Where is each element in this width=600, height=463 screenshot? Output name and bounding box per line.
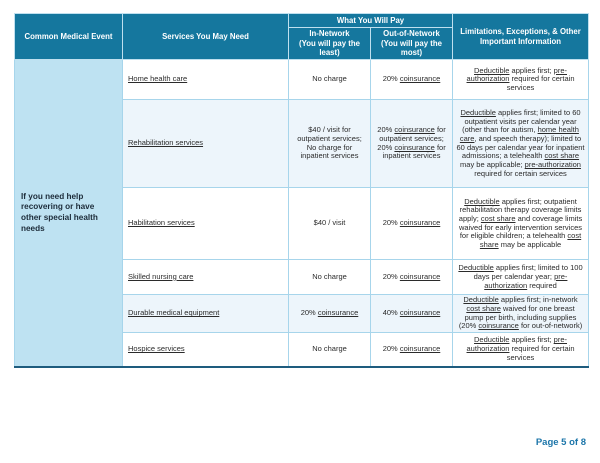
text-segment: may be applicable bbox=[498, 240, 562, 250]
service-cell bbox=[123, 100, 289, 188]
glossary-term-link[interactable]: pre-authorization bbox=[484, 271, 568, 290]
glossary-term-link[interactable]: Durable medical equipment bbox=[128, 308, 220, 318]
text-segment: $40 / visit bbox=[313, 218, 346, 228]
out-of-network-cell bbox=[371, 188, 453, 260]
glossary-term-link[interactable]: Hospice services bbox=[128, 344, 185, 354]
in-network-cell bbox=[289, 188, 371, 260]
glossary-term-link[interactable]: Deductible bbox=[458, 263, 494, 273]
text-segment: 40% bbox=[382, 308, 400, 318]
column-group-header-what-you-will-pay: What You Will Pay bbox=[289, 14, 453, 28]
medical-event-group-label: If you need help recovering or have other special health needs bbox=[15, 60, 123, 367]
glossary-term-link[interactable]: coinsurance bbox=[394, 142, 435, 152]
limitations-cell bbox=[453, 100, 589, 188]
column-header-in-network bbox=[289, 28, 371, 60]
limitations-cell bbox=[453, 188, 589, 260]
glossary-term-link[interactable]: coinsurance bbox=[399, 308, 441, 318]
limitations-cell bbox=[453, 260, 589, 295]
page-number: Page 5 of 8 bbox=[535, 437, 586, 448]
in-network-cell bbox=[289, 100, 371, 188]
glossary-term-link[interactable]: coinsurance bbox=[394, 125, 435, 135]
text-segment: applies first; limited to 100 days per calendar year; bbox=[473, 263, 583, 281]
text-segment: 20% bbox=[382, 271, 400, 281]
text-segment: No charge bbox=[312, 271, 347, 281]
glossary-term-link[interactable]: coinsurance bbox=[478, 321, 519, 331]
glossary-term-link[interactable]: pre-authorization bbox=[466, 335, 567, 354]
glossary-term-link[interactable]: coinsurance bbox=[399, 271, 441, 281]
text-segment: , and speech therapy); limited to 60 days per calendar year for inpatient admissions; a telehealth bbox=[456, 134, 585, 161]
benefits-table bbox=[14, 13, 589, 368]
text-segment: No charge bbox=[312, 344, 347, 354]
column-header-common-medical-event: Common Medical Event bbox=[15, 14, 123, 60]
glossary-term-link[interactable]: Habilitation services bbox=[128, 218, 195, 228]
service-cell bbox=[123, 188, 289, 260]
limitations-cell bbox=[453, 60, 589, 100]
text-segment: 20% bbox=[300, 308, 318, 318]
limitations-cell bbox=[453, 333, 589, 367]
glossary-term-link[interactable]: Deductible bbox=[474, 65, 510, 75]
text-segment: No charge bbox=[312, 74, 347, 84]
glossary-term-link[interactable]: coinsurance bbox=[399, 74, 441, 84]
glossary-term-link[interactable]: Rehabilitation services bbox=[128, 138, 204, 148]
text-segment: 20% bbox=[382, 74, 400, 84]
limitations-cell bbox=[453, 295, 589, 333]
out-of-network-cell bbox=[371, 260, 453, 295]
service-cell bbox=[123, 60, 289, 100]
out-of-network-subtitle: (You will pay the most) bbox=[381, 38, 442, 58]
glossary-term-link[interactable]: Deductible bbox=[463, 295, 499, 305]
glossary-term-link[interactable]: pre-authorization bbox=[466, 65, 567, 84]
out-of-network-cell bbox=[371, 333, 453, 367]
glossary-term-link[interactable]: cost share bbox=[480, 214, 516, 224]
text-segment: required bbox=[527, 280, 557, 290]
out-of-network-title: Out-of-Network bbox=[383, 29, 440, 38]
glossary-term-link[interactable]: Deductible bbox=[460, 107, 496, 117]
text-segment: applies first; limited to 60 outpatient visits per calendar year (other than for autism, bbox=[462, 107, 581, 135]
in-network-cell bbox=[289, 333, 371, 367]
out-of-network-cell bbox=[371, 100, 453, 188]
glossary-term-link[interactable]: coinsurance bbox=[399, 218, 441, 228]
text-segment: applies first; bbox=[509, 65, 554, 75]
glossary-term-link[interactable]: cost share bbox=[479, 231, 582, 250]
text-segment: applies first; in-network bbox=[498, 295, 578, 305]
text-segment: 20% bbox=[377, 125, 395, 135]
in-network-cell bbox=[289, 295, 371, 333]
column-header-out-of-network bbox=[371, 28, 453, 60]
text-segment: applies first; bbox=[509, 335, 554, 345]
text-segment: for outpatient services; 20% bbox=[377, 125, 446, 152]
column-header-limitations: Limitations, Exceptions, & Other Important Information bbox=[453, 14, 589, 60]
text-segment: 20% bbox=[382, 218, 400, 228]
glossary-term-link[interactable]: cost share bbox=[466, 304, 501, 314]
glossary-term-link[interactable]: Deductible bbox=[464, 196, 500, 206]
glossary-term-link[interactable]: pre-authorization bbox=[524, 160, 581, 170]
text-segment: may be applicable; bbox=[460, 160, 525, 170]
in-network-cell bbox=[289, 260, 371, 295]
table-row bbox=[15, 60, 589, 100]
glossary-term-link[interactable]: Deductible bbox=[474, 335, 510, 345]
text-segment: 20% bbox=[382, 344, 400, 354]
text-segment: required for certain services bbox=[506, 74, 575, 93]
glossary-term-link[interactable]: cost share bbox=[544, 151, 580, 161]
text-segment: for out-of-network) bbox=[518, 321, 583, 331]
out-of-network-cell bbox=[371, 60, 453, 100]
glossary-term-link[interactable]: coinsurance bbox=[317, 308, 359, 318]
text-segment: and coverage limits waived for early intervention services for eligible children; a telehealth bbox=[459, 214, 583, 241]
text-segment: waived for one breast pump per birth, including supplies (20% bbox=[458, 304, 577, 331]
in-network-title: In-Network bbox=[309, 29, 350, 38]
glossary-term-link[interactable]: Home health care bbox=[128, 74, 188, 84]
text-segment: $40 / visit for outpatient services; No charge for inpatient services bbox=[297, 125, 362, 161]
service-cell bbox=[123, 333, 289, 367]
column-header-services-you-may-need: Services You May Need bbox=[123, 14, 289, 60]
in-network-subtitle: (You will pay the least) bbox=[299, 38, 360, 58]
text-segment: for inpatient services bbox=[382, 142, 446, 161]
glossary-term-link[interactable]: coinsurance bbox=[399, 344, 441, 354]
text-segment: required for certain services bbox=[474, 168, 567, 178]
glossary-term-link[interactable]: home health care bbox=[459, 125, 579, 144]
text-segment: required for certain services bbox=[506, 344, 575, 362]
text-segment: applies first; outpatient rehabilitation therapy coverage limits apply; bbox=[458, 196, 582, 224]
glossary-term-link[interactable]: Skilled nursing care bbox=[128, 271, 194, 281]
service-cell bbox=[123, 295, 289, 333]
out-of-network-cell bbox=[371, 295, 453, 333]
in-network-cell bbox=[289, 60, 371, 100]
service-cell bbox=[123, 260, 289, 295]
